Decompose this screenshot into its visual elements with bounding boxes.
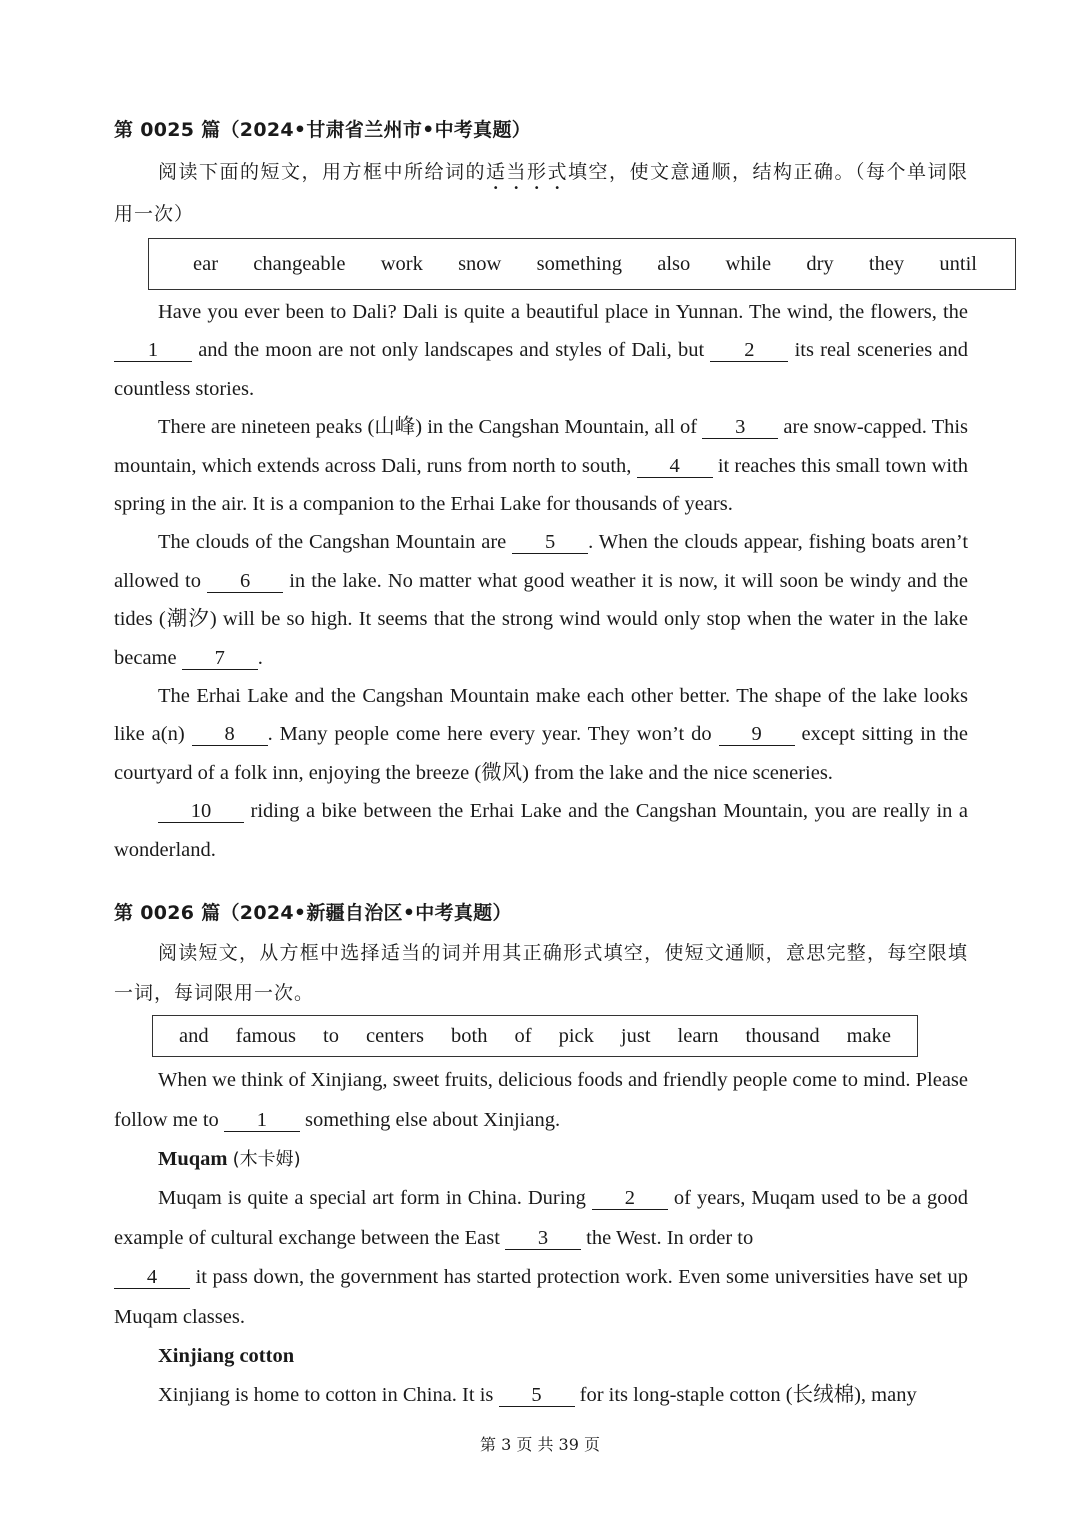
paragraph-4: The Erhai Lake and the Cangshan Mountain make each other better. The shape of the lake looks like a(n) 8 . Many people come here every year. They won’t do 9 except sitting in the courtyard of a folk inn, enjoying the breeze (微风) from the lake and the nice sceneries. xyxy=(114,685,969,784)
document-page xyxy=(114,114,977,1416)
word-bank-1-word: while xyxy=(725,252,772,275)
blank-8: 8 xyxy=(192,723,268,746)
word-bank-1-word: dry xyxy=(806,252,834,275)
blank-5: 5 xyxy=(512,531,588,554)
word-bank-box-1 xyxy=(148,238,1016,290)
word-bank-2-word: centers xyxy=(365,1024,425,1047)
blank-2-4: 4 xyxy=(114,1266,190,1289)
word-bank-2-word: to xyxy=(323,1024,339,1047)
word-bank-1-word: also xyxy=(657,252,691,275)
word-bank-box-2 xyxy=(152,1015,918,1057)
paragraph-2: There are nineteen peaks (山峰) in the Cangshan Mountain, all of 3 are snow-capped. This mountain, which extends across Dali, runs from north to south, 4 it reaches this small town with spring in the air. It is a companion to the Erhai Lake for thousands of years. xyxy=(114,416,969,516)
section1-title: 第 0025 篇（2024•甘肃省兰州市•中考真题） xyxy=(114,119,532,141)
word-bank-2-word: both xyxy=(451,1024,488,1047)
blank-2: 2 xyxy=(710,339,788,362)
blank-2-1: 1 xyxy=(224,1109,300,1132)
word-bank-1-word: ear xyxy=(193,252,219,275)
word-bank-1-word: something xyxy=(536,252,623,275)
paragraph-1: Have you ever been to Dali? Dali is quite a beautiful place in Yunnan. The wind, the flowers, the 1 and the moon are not only landscapes and styles of Dali, but 2 its real sceneries and countless stories. xyxy=(114,301,969,400)
word-bank-1-word: changeable xyxy=(253,252,346,275)
blank-3: 3 xyxy=(702,416,778,439)
section2-instructions: 阅读短文，从方框中选择适当的词并用其正确形式填空，使短文通顺，意思完整，每空限填一词，每词限用一次。 xyxy=(114,942,968,1005)
blank-2-3: 3 xyxy=(505,1227,581,1250)
blank-4: 4 xyxy=(637,455,713,478)
paragraph-3: The clouds of the Cangshan Mountain are 5 . When the clouds appear, fishing boats aren’t allowed to 6 in the lake. No matter what good weather it is now, it will soon be windy and the tides (潮汐) will be so high. It seems that the strong wind would only stop when the water in the lake became 7 . xyxy=(114,531,969,669)
word-bank-1-word: until xyxy=(939,252,977,275)
blank-1: 1 xyxy=(114,339,192,362)
paragraph-6: When we think of Xinjiang, sweet fruits, delicious foods and friendly people come to mind. Please follow me to 1 something else about Xinjiang. xyxy=(114,1069,968,1131)
word-bank-2-word: of xyxy=(514,1024,532,1047)
word-bank-1-word: they xyxy=(868,252,905,275)
paragraph-7: Muqam is quite a special art form in China. During 2 of years, Muqam used to be a good example of cultural exchange between the East 3 the West. In order to 4 it pass down, the government has started protection work. Even some universities have set up Muqam classes. xyxy=(114,1187,969,1328)
blank-6: 6 xyxy=(207,570,283,593)
blank-2-2: 2 xyxy=(592,1187,668,1210)
section2-title: 第 0026 篇（2024•新疆自治区•中考真题） xyxy=(114,902,512,925)
paragraph-5: 10 riding a bike between the Erhai Lake and the Cangshan Mountain, you are really in a wonderland. xyxy=(114,800,969,861)
word-bank-2-word: famous xyxy=(235,1024,296,1047)
word-bank-2-word: learn xyxy=(677,1024,719,1047)
paragraph-8: Xinjiang is home to cotton in China. It is 5 for its long-staple cotton (长绒棉), many xyxy=(158,1384,917,1407)
blank-10: 10 xyxy=(158,800,244,823)
word-bank-2-word: and xyxy=(179,1024,209,1047)
emphasis-dotted: 适当形式 xyxy=(485,161,568,183)
word-bank-1-word: work xyxy=(380,252,423,275)
section1-instructions: 阅读下面的短文，用方框中所给词的适当形式填空，使文意通顺，结构正确。（每个单词限用一次） xyxy=(114,161,968,225)
word-bank-2-word: thousand xyxy=(745,1024,820,1047)
blank-2-5: 5 xyxy=(499,1384,575,1407)
word-bank-2-word: just xyxy=(620,1024,651,1047)
subheading-cotton: Xinjiang cotton xyxy=(158,1345,295,1368)
word-bank-2-word: pick xyxy=(558,1024,594,1047)
word-bank-2-word: make xyxy=(846,1024,891,1047)
blank-7: 7 xyxy=(182,647,258,670)
page-footer: 第 3 页 共 39 页 xyxy=(480,1435,600,1454)
subheading-muqam: Muqam (木卡姆) xyxy=(158,1148,301,1171)
word-bank-1-word: snow xyxy=(458,252,502,275)
blank-9: 9 xyxy=(719,723,795,746)
